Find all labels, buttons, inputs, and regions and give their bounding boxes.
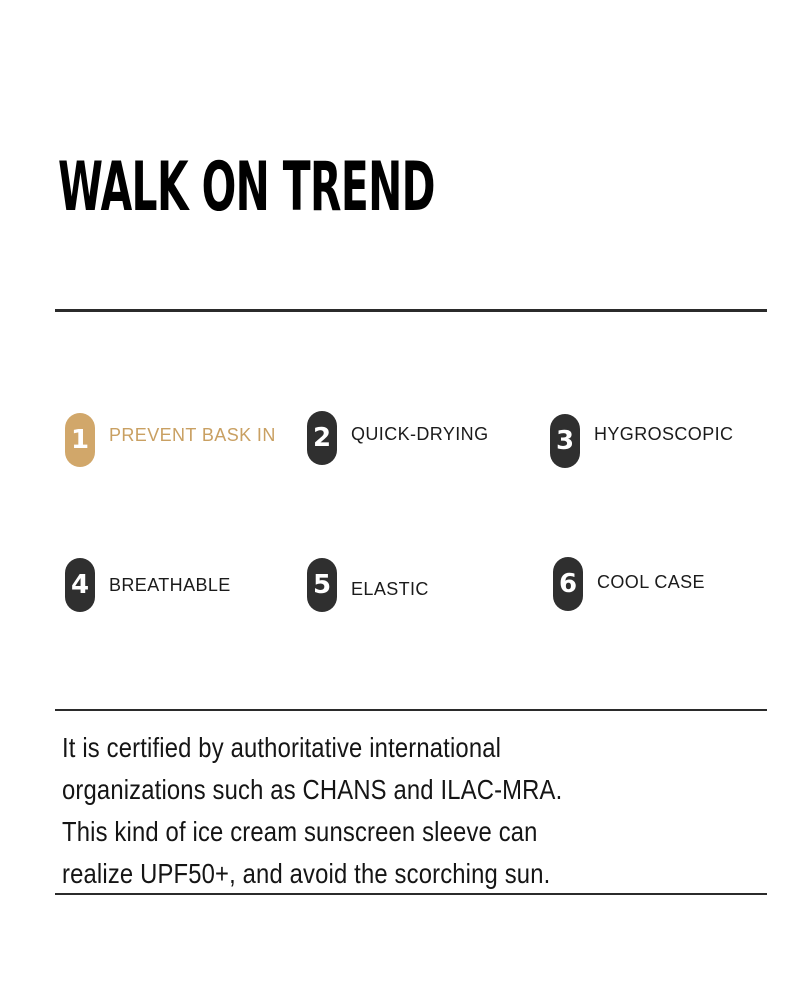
separator-line-bottom — [55, 893, 767, 895]
feature-number-badge: 3 — [550, 414, 580, 468]
section-title: WALK ON TREND — [58, 148, 435, 227]
feature-item-breathable — [65, 558, 231, 612]
feature-item-hygroscopic — [550, 414, 733, 468]
feature-number-badge: 2 — [307, 411, 337, 465]
description-line: It is certified by authoritative international — [62, 732, 502, 763]
feature-number-badge: 1 — [65, 413, 95, 467]
feature-item-prevent-bask-in — [65, 413, 276, 467]
feature-number-badge: 4 — [65, 558, 95, 612]
feature-label: PREVENT BASK IN — [109, 424, 276, 445]
feature-number-badge: 5 — [307, 558, 337, 612]
feature-item-quick-drying — [307, 411, 488, 465]
feature-label: ELASTIC — [351, 578, 429, 599]
description-text — [62, 727, 562, 895]
feature-item-cool-case — [553, 557, 705, 611]
feature-item-elastic — [307, 558, 429, 612]
separator-line-middle — [55, 709, 767, 711]
description-line: realize UPF50+, and avoid the scorching sun. — [62, 858, 551, 889]
feature-label: BREATHABLE — [109, 574, 231, 595]
separator-line-top — [55, 309, 767, 312]
feature-number-badge: 6 — [553, 557, 583, 611]
description-line: organizations such as CHANS and ILAC-MRA. — [62, 774, 563, 805]
feature-label: QUICK-DRYING — [351, 423, 489, 444]
feature-label: COOL CASE — [597, 571, 705, 592]
feature-label: HYGROSCOPIC — [594, 423, 734, 444]
description-line: This kind of ice cream sunscreen sleeve can — [62, 816, 538, 847]
